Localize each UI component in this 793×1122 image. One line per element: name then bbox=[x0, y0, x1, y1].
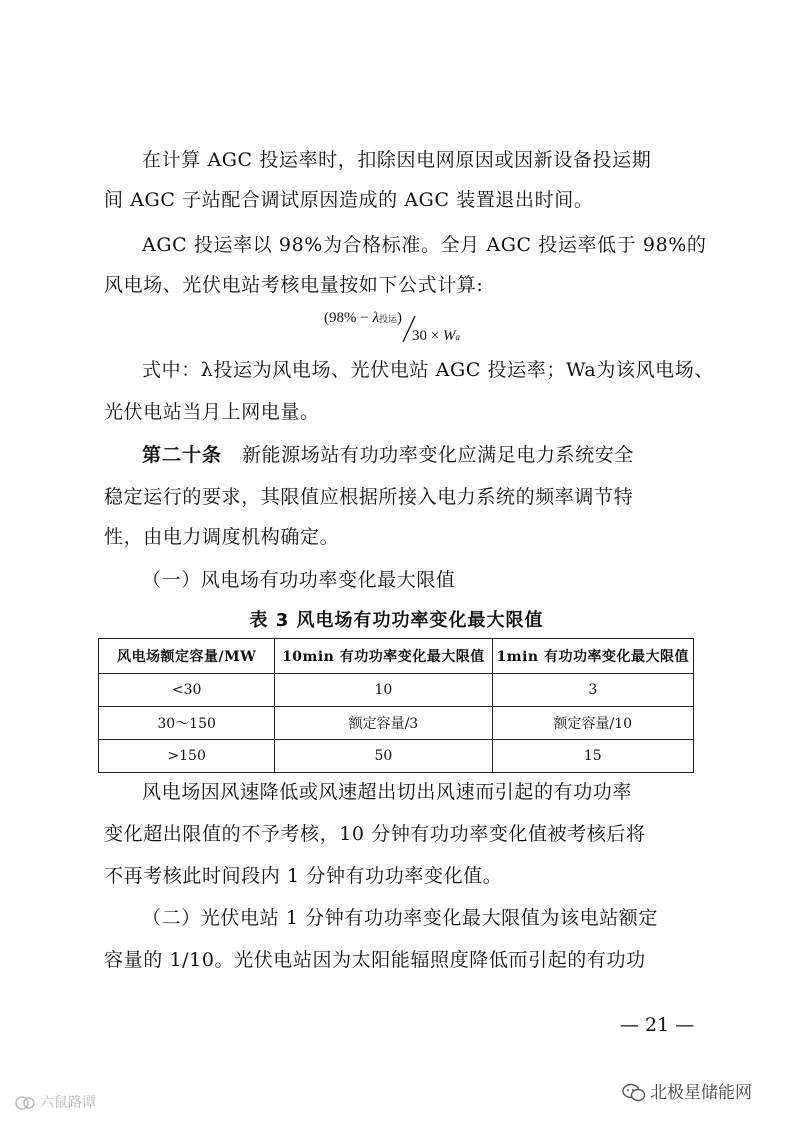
paragraph-agc-exclusion-line2: 间 AGC 子站配合调试原因造成的 AGC 装置退出时间。 bbox=[104, 189, 594, 211]
paragraph-formula-legend-line2: 光伏电站当月上网电量。 bbox=[104, 401, 320, 423]
table-cell: 30～150 bbox=[99, 707, 275, 740]
article-label: 第二十条 bbox=[142, 444, 223, 466]
table-row bbox=[99, 707, 694, 740]
table-title: 表 3 风电场有功功率变化最大限值 bbox=[249, 610, 544, 631]
table-header-10min: 10min 有功功率变化最大限值 bbox=[275, 639, 492, 674]
watermark-right bbox=[622, 1078, 752, 1103]
table-cell: 50 bbox=[275, 740, 492, 773]
table-cell: 10 bbox=[275, 674, 492, 707]
section-heading-wind: （一）风电场有功功率变化最大限值 bbox=[142, 569, 456, 591]
wind-power-limit-table bbox=[98, 638, 694, 773]
paragraph-agc-standard-line2: 风电场、光伏电站考核电量按如下公式计算: bbox=[104, 274, 484, 296]
formula-numerator: (98% − λ投运) bbox=[324, 310, 402, 326]
article-twenty-line2: 稳定运行的要求，其限值应根据所接入电力系统的频率调节特 bbox=[104, 486, 634, 508]
table-row bbox=[99, 674, 694, 707]
wechat-icon bbox=[622, 1083, 646, 1103]
paragraph-formula-legend-line1: 式中：λ投运为风电场、光伏电站 AGC 投运率；Wa为该风电场、 bbox=[142, 359, 714, 381]
table-cell: 额定容量/3 bbox=[275, 707, 492, 740]
table-cell: 额定容量/10 bbox=[492, 707, 693, 740]
table-cell: 3 bbox=[492, 674, 693, 707]
page-number: — 21 — bbox=[620, 1014, 695, 1036]
assessment-formula bbox=[320, 308, 520, 350]
paragraph-agc-standard-line1: AGC 投运率以 98%为合格标准。全月 AGC 投运率低于 98%的 bbox=[142, 234, 707, 256]
watermark-left bbox=[14, 1092, 96, 1112]
watermark-logo-icon bbox=[14, 1095, 36, 1111]
table-cell: 15 bbox=[492, 740, 693, 773]
paragraph-pv-limit-line1: （二）光伏电站 1 分钟有功功率变化最大限值为该电站额定 bbox=[142, 907, 658, 929]
watermark-right-text: 北极星储能网 bbox=[650, 1083, 752, 1103]
article-twenty-line1 bbox=[104, 435, 692, 475]
paragraph-pv-limit-line2: 容量的 1/10。光伏电站因为太阳能辐照度降低而引起的有功功 bbox=[104, 949, 646, 971]
table-header-row bbox=[99, 639, 694, 674]
paragraph-wind-exemption-line1: 风电场因风速降低或风速超出切出风速而引起的有功功率 bbox=[142, 781, 633, 803]
watermark-left-text: 六鼠路谭 bbox=[40, 1095, 96, 1111]
table-cell: <30 bbox=[99, 674, 275, 707]
paragraph-agc-exclusion-line1: 在计算 AGC 投运率时，扣除因电网原因或因新设备投运期 bbox=[142, 149, 652, 171]
paragraph-wind-exemption-line3: 不再考核此时间段内 1 分钟有功功率变化值。 bbox=[104, 865, 503, 887]
formula-denominator: 30 × Wa bbox=[412, 328, 460, 344]
paragraph-wind-exemption-line2: 变化超出限值的不予考核，10 分钟有功功率变化值被考核后将 bbox=[104, 823, 646, 845]
table-header-1min: 1min 有功功率变化最大限值 bbox=[492, 639, 693, 674]
table-row bbox=[99, 740, 694, 773]
article-text: 新能源场站有功功率变化应满足电力系统安全 bbox=[241, 444, 634, 466]
article-twenty-line3: 性，由电力调度机构确定。 bbox=[104, 526, 340, 548]
table-cell: >150 bbox=[99, 740, 275, 773]
table-header-capacity: 风电场额定容量/MW bbox=[99, 639, 275, 674]
